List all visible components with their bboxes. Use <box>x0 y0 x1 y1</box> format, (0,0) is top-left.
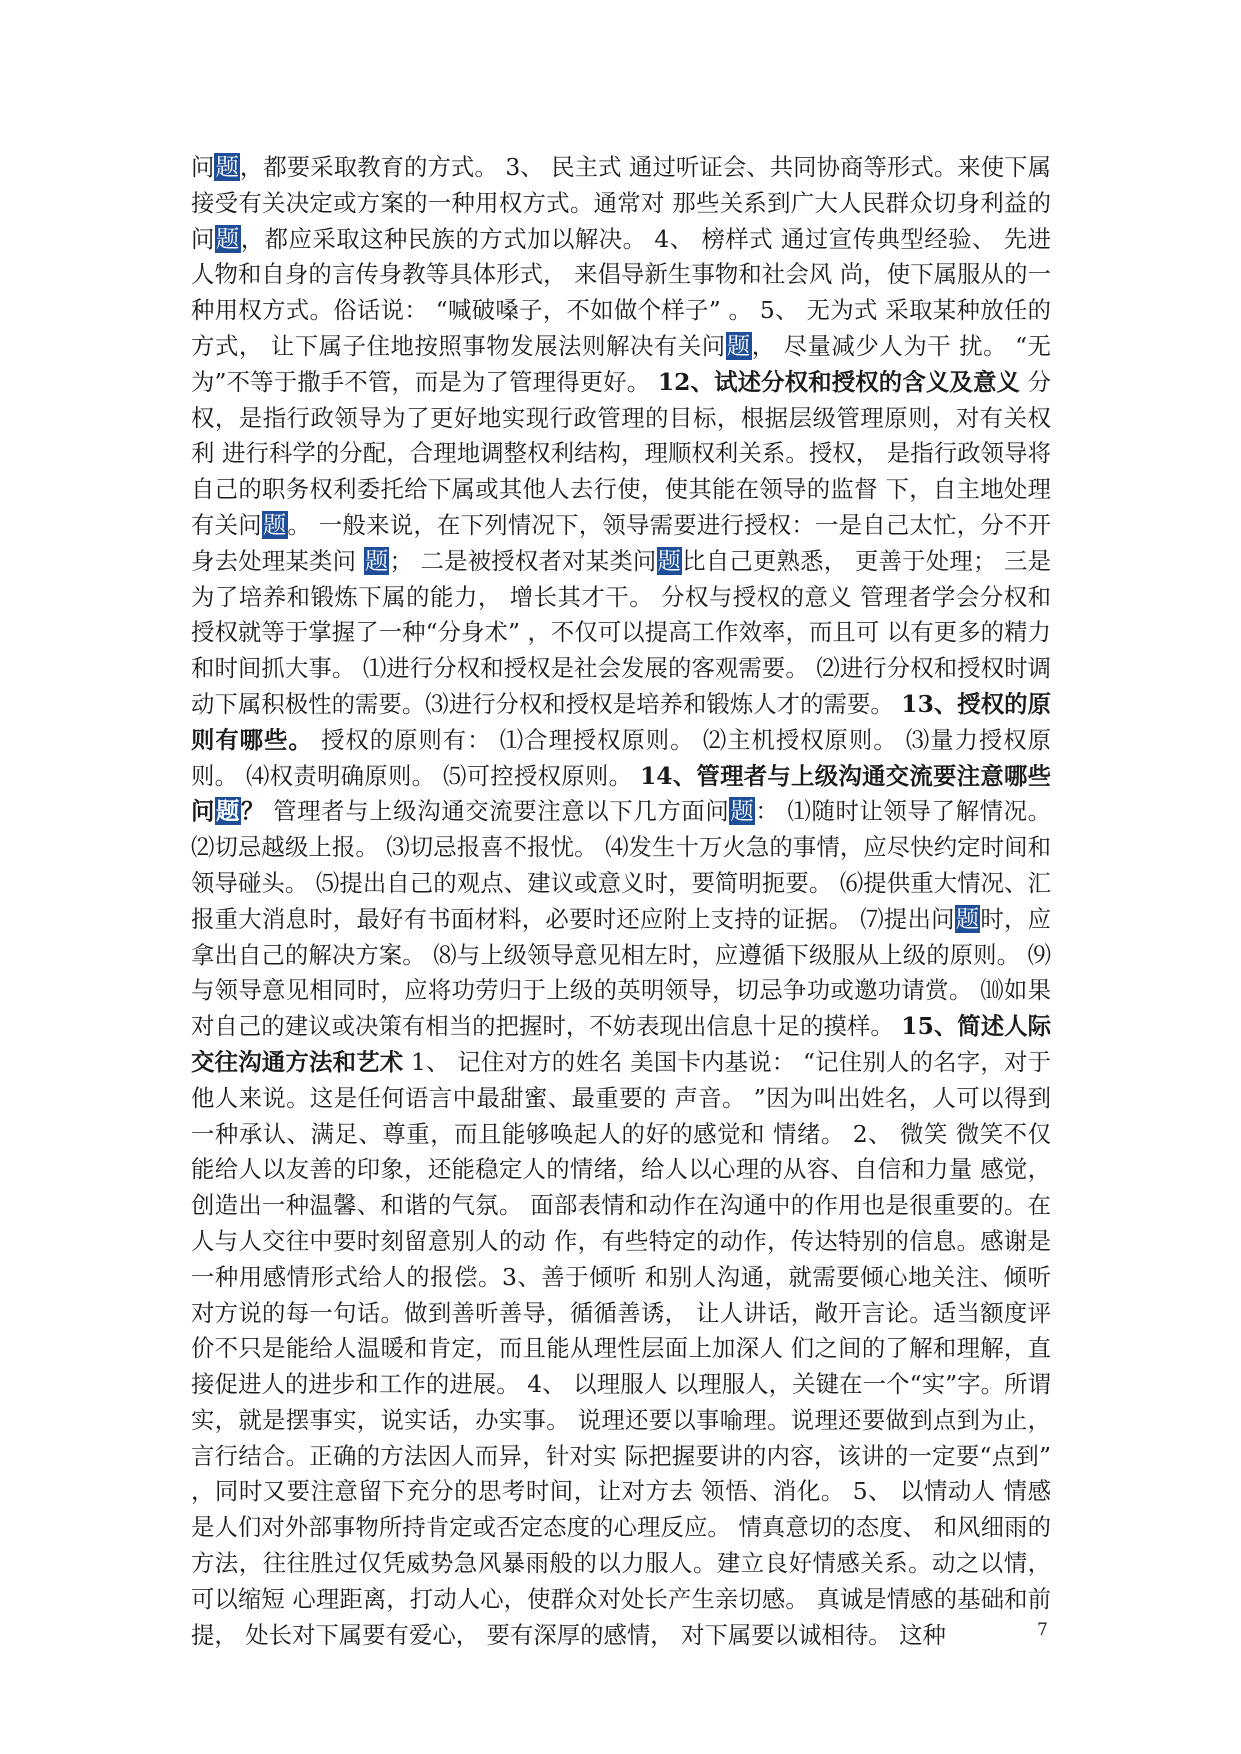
section-heading: 14、管理者与上级沟通交流要注意哪些问 <box>191 761 1051 826</box>
section-heading: 12、试述分权和授权的含义及意义 <box>657 367 1021 396</box>
search-highlight: 题 <box>955 904 980 933</box>
text-run: 授权的原则有： ⑴合理授权原则。 ⑵主机授权原则。 ⑶量力授权原则。 ⑷权责明确原则。 ⑸可控授权原则。 <box>191 725 1051 790</box>
text-run: ； 二是被授权者对某类问 <box>389 546 657 575</box>
page-number: 7 <box>1037 1620 1048 1640</box>
search-highlight: 题 <box>215 153 239 181</box>
section-heading: 15、简述人际交往沟通方法和艺术 <box>191 1012 1051 1076</box>
search-highlight: 题 <box>657 546 682 575</box>
text-run: 时，应拿出自己的解决方案。 ⑻与上级领导意见相左时，应遵循下级服从上级的原则。 ⑼与领导意见相同时，应将功劳归于上级的英明领导，切忌争功或邀功请赏。 ⑽如果对自己的建议或决策有相当的把握时，不妨表现出信息十足的摸样。 <box>191 904 1052 1041</box>
text-run: 比自己更熟悉， 更善于处理； 三是为了培养和锻炼下属的能力， 增长其才干。 分权与授权的意义 管理者学会分权和授权就等于掌握了一种“分身术” ，不仅可以提高工作效率，而且可 以有更多的精力和时间抓大事。 ⑴进行分权和授权是社会发展的客观需要。 ⑵进行分权和授权时调动下属积极性的需要。⑶进行分权和授权是培养和锻炼人才的需要。 <box>191 546 1052 718</box>
search-highlight: 题 <box>216 797 241 826</box>
text-run: 管理者与上级沟通交流要注意以下几方面问 <box>265 797 730 826</box>
text-run: ，都应采取这种民族的方式加以解决。 4、 榜样式 通过宣传典型经验、 先进人物和自身的言传身教等具体形式， 来倡导新生事物和社会风 尚，使下属服从的一种用权方式。俗话说： “喊破嗓子，不如做个样子” 。 5、 无为式 采取某种放任的方式， 让下属子住地按照事物发展法则解决有关问 <box>191 224 1052 360</box>
section-heading: 13、授权的原则有哪些。 <box>191 689 1051 754</box>
body-text <box>191 150 1051 1653</box>
text-run: ： ⑴随时让领导了解情况。 ⑵切忌越级上报。 ⑶切忌报喜不报忧。 ⑷发生十万火急的事情，应尽快约定时间和领导碰头。 ⑸提出自己的观点、建议或意义时，要简明扼要。 ⑹提供重大情况、汇报重大消息时，最好有书面材料，必要时还应附上支持的证据。 ⑺提出问 <box>191 797 1052 933</box>
search-highlight: 题 <box>215 224 240 253</box>
section-heading: ？ <box>241 797 266 826</box>
text-run: 问 <box>191 153 215 181</box>
search-highlight: 题 <box>364 546 389 575</box>
search-highlight: 题 <box>262 510 287 539</box>
search-highlight: 题 <box>730 797 755 826</box>
text-run: 1、 记住对方的姓名 美国卡内基说： “记住别人的名字，对于他人来说。这是任何语言中最甜蜜、最重要的 声音。 ”因为叫出姓名，人可以得到一种承认、满足、尊重，而且能够唤起人的好的感觉和 情绪。 2、 微笑 微笑不仅能给人以友善的印象，还能稳定人的情绪，给人以心理的从容、自信和力量 感觉，创造出一种温馨、和谐的气氛。 面部表情和动作在沟通中的作用也是很重要的。在人与人交往中要时刻留意别人的动 作，有些特定的动作，传达特别的信息。感谢是一种用感情形式给人的报偿。3、善于倾听 和别人沟通，就需要倾心地关注、倾听对方说的每一句话。做到善听善导，循循善诱， 让人讲话，敞开言论。适当额度评价不只是能给人温暖和肯定，而且能从理性层面上加深人 们之间的了解和理解，直接促进人的进步和工作的进展。 4、 以理服人 以理服人，关键在一个“实”字。所谓实，就是摆事实，说实话，办实事。 说理还要以事喻理。说理还要做到点到为止，言行结合。正确的方法因人而异，针对实 际把握要讲的内容，该讲的一定要“点到” ，同时又要注意留下充分的思考时间，让对方去 领悟、消化。 5、 以情动人 情感是人们对外部事物所持肯定或否定态度的心理反应。 情真意切的态度、 和风细雨的 方法，往往胜过仅凭威势急风暴雨般的以力服人。建立良好情感关系。动之以情，可以缩短 心理距离，打动人心，使群众对处长产生亲切感。 真诚是情感的基础和前提， 处长对下属要有爱心， 要有深厚的感情， 对下属要以诚相待。 这种 <box>191 1047 1051 1649</box>
search-highlight: 题 <box>726 331 751 360</box>
text-run: ， 尽量减少人为干 扰。 “无为”不等于撒手不管，而是为了管理得更好。 <box>191 331 1052 396</box>
text-run: 。 一般来说，在下列情况下，领导需要进行授权：一是自己太忙，分不开身去处理某类问 <box>191 510 1052 575</box>
text-run: ，都要采取教育的方式。 3、 民主式 通过听证会、共同协商等形式。来使下属接受有关决定或方案的一种用权方式。通常对 那些关系到广大人民群众切身利益的问 <box>191 153 1052 253</box>
text-run: 分权，是指行政领导为了更好地实现行政管理的目标，根据层级管理原则，对有关权利 进行科学的分配，合理地调整权利结构，理顺权利关系。授权， 是指行政领导将自己的职务权利委托给下属或其他人去行使，使其能在领导的监督 下，自主地处理有关问 <box>191 367 1051 539</box>
